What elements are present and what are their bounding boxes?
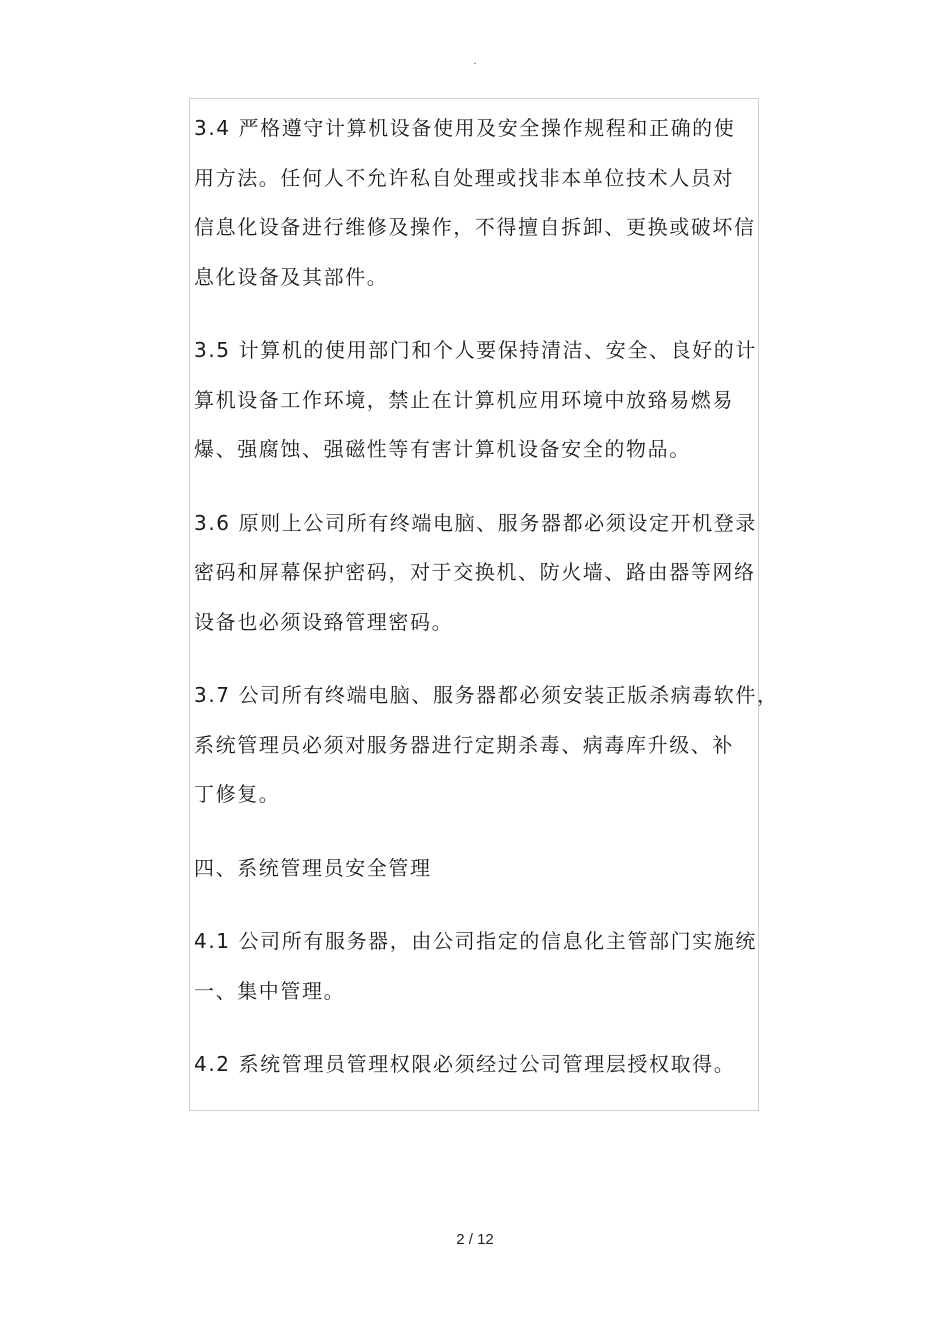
- paragraph-4-1: [194, 917, 774, 1016]
- paragraph-4-2: [194, 1040, 774, 1090]
- paragraph-line: 息化设备及其部件。: [194, 264, 389, 289]
- section-heading-text: 四、系统管理员安全管理: [194, 855, 432, 880]
- paragraph-line: 3.5 计算机的使用部门和个人要保持清洁、安全、良好的计: [194, 338, 757, 362]
- paragraph-line: 设备也必须设臵管理密码。: [194, 609, 454, 634]
- paragraph-line: 爆、强腐蚀、强磁性等有害计算机设备安全的物品。: [194, 437, 691, 461]
- paragraph-line: 3.7 公司所有终端电脑、服务器都必须安装正版杀病毒软件，: [194, 683, 779, 707]
- paragraph-3-4: [194, 104, 774, 302]
- paragraph-line: 丁修复。: [194, 782, 281, 806]
- paragraph-line: 3.6 原则上公司所有终端电脑、服务器都必须设定开机登录: [194, 510, 757, 535]
- paragraph-line: 3.4 严格遵守计算机设备使用及安全操作规程和正确的使: [194, 116, 736, 140]
- paragraph-line: 信息化设备进行维修及操作，不得擅自拆卸、更换或破坏信: [194, 215, 756, 239]
- paragraph-3-6: [194, 499, 774, 648]
- header-mark: .: [473, 56, 477, 67]
- paragraph-3-5: [194, 326, 774, 475]
- document-body: [194, 104, 779, 1114]
- paragraph-line: 系统管理员必须对服务器进行定期杀毒、病毒库升级、补: [194, 732, 734, 757]
- paragraph-line: 算机设备工作环境，禁止在计算机应用环境中放臵易燃易: [194, 387, 734, 412]
- paragraph-3-7: [194, 671, 779, 820]
- section-heading-4: [194, 844, 774, 894]
- paragraph-line: 一、集中管理。: [194, 978, 346, 1003]
- content-frame: [189, 98, 779, 1111]
- paragraph-line: 用方法。任何人不允许私自处理或找非本单位技术人员对: [194, 165, 734, 190]
- paragraph-line: 密码和屏幕保护密码，对于交换机、防火墙、路由器等网络: [194, 560, 756, 584]
- page-number: 2 / 12: [456, 1231, 494, 1248]
- paragraph-line: 4.1 公司所有服务器，由公司指定的信息化主管部门实施统: [194, 929, 757, 953]
- paragraph-line: 4.2 系统管理员管理权限必须经过公司管理层授权取得。: [194, 1052, 736, 1076]
